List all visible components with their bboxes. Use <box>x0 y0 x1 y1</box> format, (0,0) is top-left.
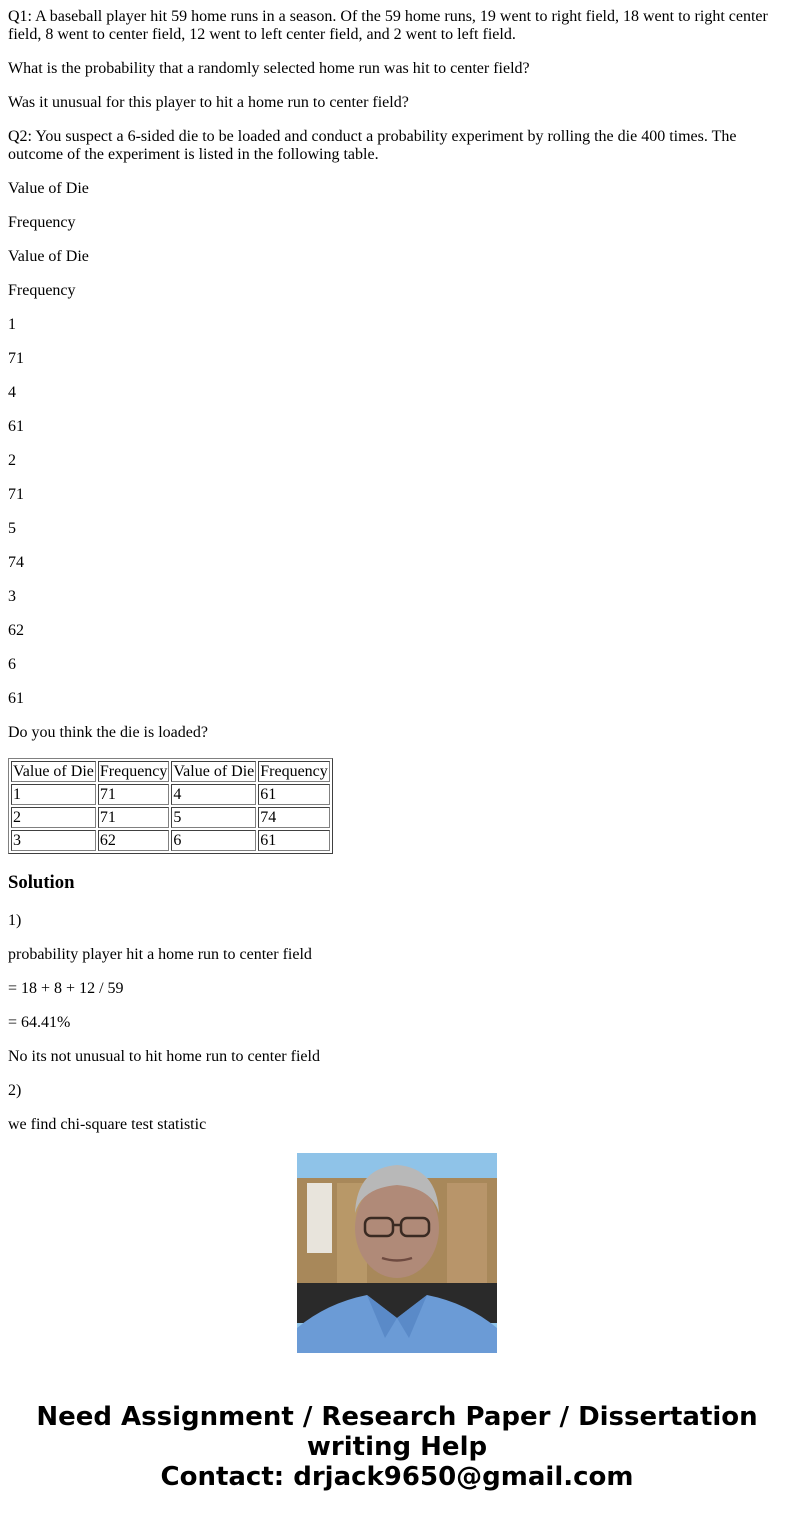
document-content <box>8 0 786 1133</box>
table-header-cell: Value of Die <box>173 763 255 780</box>
table-header-cell: Frequency <box>260 763 328 780</box>
solution-line: 2) <box>8 1082 22 1099</box>
promo-line-1: Need Assignment / Research Paper / Dissertation <box>36 1402 758 1432</box>
q1-probability-question: What is the probability that a randomly selected home run was hit to center field? <box>8 60 530 77</box>
solution-line: we find chi-square test statistic <box>8 1116 207 1133</box>
table-cell: 1 <box>11 784 96 805</box>
table-cell: 4 <box>171 784 256 805</box>
solution-heading: Solution <box>8 872 75 893</box>
table-cell: 5 <box>171 807 256 828</box>
table-header-cell: Value of Die <box>13 763 94 780</box>
avatar <box>297 1153 497 1353</box>
table-cell: 2 <box>11 807 96 828</box>
promo-contact: Contact: drjack9650@gmail.com <box>160 1462 634 1492</box>
flat-line: Value of Die <box>8 248 89 265</box>
person-photo-icon <box>297 1153 497 1353</box>
flat-line: 61 <box>8 418 24 435</box>
flat-line: 61 <box>8 690 24 707</box>
q2-loaded-question: Do you think the die is loaded? <box>8 724 208 741</box>
table-row <box>11 807 330 828</box>
flat-line: 74 <box>8 554 24 571</box>
flat-line: 6 <box>8 656 16 673</box>
solution-line: = 18 + 8 + 12 / 59 <box>8 980 124 997</box>
flat-line: 1 <box>8 316 16 333</box>
flat-line: Frequency <box>8 214 76 231</box>
flat-line: 71 <box>8 486 24 503</box>
dice-frequency-table <box>8 758 333 854</box>
flat-line: Frequency <box>8 282 76 299</box>
table-cell: 3 <box>11 830 96 851</box>
flat-line: 2 <box>8 452 16 469</box>
q1-unusual-question: Was it unusual for this player to hit a home run to center field? <box>8 94 409 111</box>
solution-line: 1) <box>8 912 22 929</box>
table-cell: 71 <box>98 784 170 805</box>
solution-line: = 64.41% <box>8 1014 71 1031</box>
flat-line: 4 <box>8 384 16 401</box>
solution-line: No its not unusual to hit home run to center field <box>8 1048 320 1065</box>
flat-line: 3 <box>8 588 16 605</box>
q1-text: Q1: A baseball player hit 59 home runs in a season. Of the 59 home runs, 19 went to right field, 18 went to right center field, 8 went to center field, 12 went to left center field, and 2 went to left field. <box>8 8 768 43</box>
table-cell: 6 <box>171 830 256 851</box>
table-cell: 74 <box>258 807 330 828</box>
flat-line: 71 <box>8 350 24 367</box>
table-header-row <box>11 761 330 782</box>
q2-text: Q2: You suspect a 6-sided die to be loaded and conduct a probability experiment by rolling the die 400 times. The outcome of the experiment is listed in the following table. <box>8 128 737 163</box>
table-row <box>11 784 330 805</box>
table-cell: 61 <box>258 830 330 851</box>
table-row <box>11 830 330 851</box>
promo-banner <box>0 1402 794 1492</box>
promo-line-2: writing Help <box>306 1432 488 1462</box>
table-header-cell: Frequency <box>99 763 168 780</box>
flat-line: 5 <box>8 520 16 537</box>
flat-line: 62 <box>8 622 24 639</box>
table-cell: 71 <box>98 807 170 828</box>
table-cell: 62 <box>98 830 170 851</box>
flat-line: Value of Die <box>8 180 89 197</box>
solution-line: probability player hit a home run to center field <box>8 946 312 963</box>
table-cell: 61 <box>258 784 330 805</box>
